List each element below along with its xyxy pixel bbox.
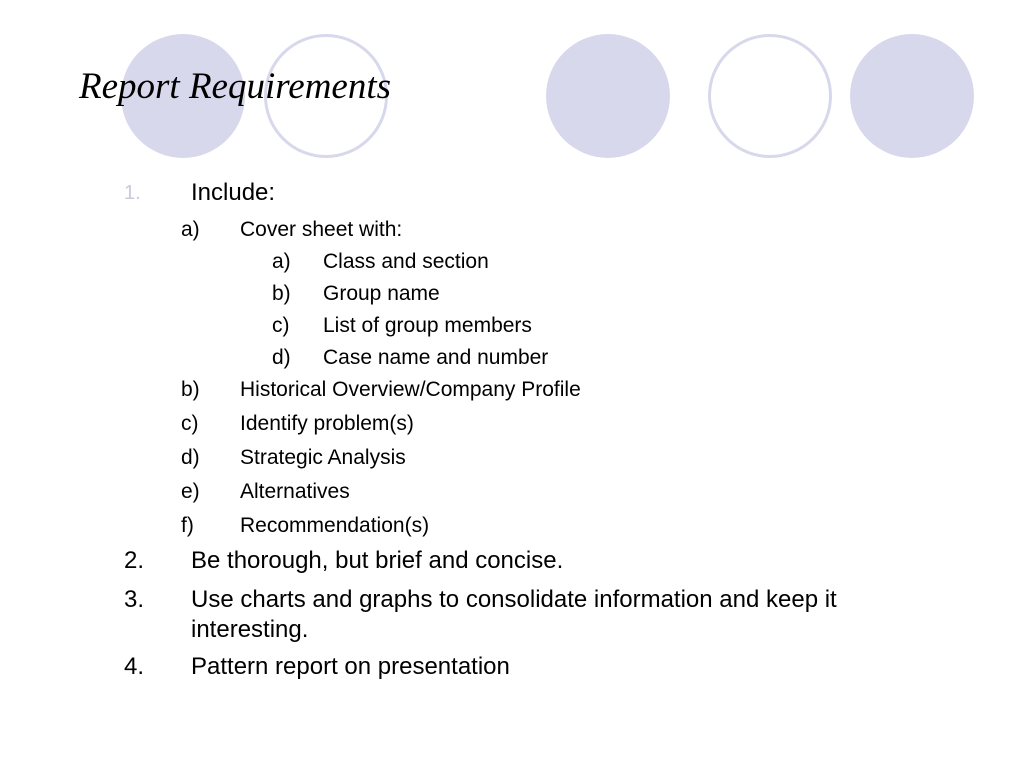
list-marker: c) bbox=[272, 314, 290, 337]
list-item-text: Identify problem(s) bbox=[240, 412, 414, 435]
list-marker: d) bbox=[181, 446, 200, 469]
decorative-circle-filled bbox=[850, 34, 974, 158]
slide-title: Report Requirements bbox=[79, 66, 392, 107]
list-marker: 1. bbox=[124, 182, 141, 204]
list-marker: e) bbox=[181, 480, 200, 503]
list-marker: 2. bbox=[124, 547, 145, 574]
list-marker: a) bbox=[181, 218, 200, 241]
list-item-text: Historical Overview/Company Profile bbox=[240, 378, 581, 401]
list-item-text: List of group members bbox=[323, 314, 532, 337]
list-marker: 4. bbox=[124, 653, 145, 680]
list-marker: b) bbox=[181, 378, 200, 401]
list-marker: 3. bbox=[124, 586, 145, 613]
list-marker: b) bbox=[272, 282, 291, 305]
decorative-circle-outline bbox=[708, 34, 832, 158]
list-item-text: Case name and number bbox=[323, 346, 549, 369]
list-item-text: Recommendation(s) bbox=[240, 514, 430, 537]
list-item-text: Use charts and graphs to consolidate information and keep it interesting. bbox=[191, 586, 837, 643]
list-item-text: Include: bbox=[191, 179, 276, 206]
list-item-text: Class and section bbox=[323, 250, 489, 273]
list-marker: c) bbox=[181, 412, 199, 435]
list-item-text: Cover sheet with: bbox=[240, 218, 403, 241]
list-item-text: Strategic Analysis bbox=[240, 446, 406, 469]
list-item-text: Be thorough, but brief and concise. bbox=[191, 547, 564, 574]
list-item-text: Group name bbox=[323, 282, 440, 305]
list-item-text: Alternatives bbox=[240, 480, 350, 503]
list-item-text: Pattern report on presentation bbox=[191, 653, 510, 680]
list-marker: d) bbox=[272, 346, 291, 369]
decorative-circle-filled bbox=[546, 34, 670, 158]
list-marker: f) bbox=[181, 514, 194, 537]
list-marker: a) bbox=[272, 250, 291, 273]
